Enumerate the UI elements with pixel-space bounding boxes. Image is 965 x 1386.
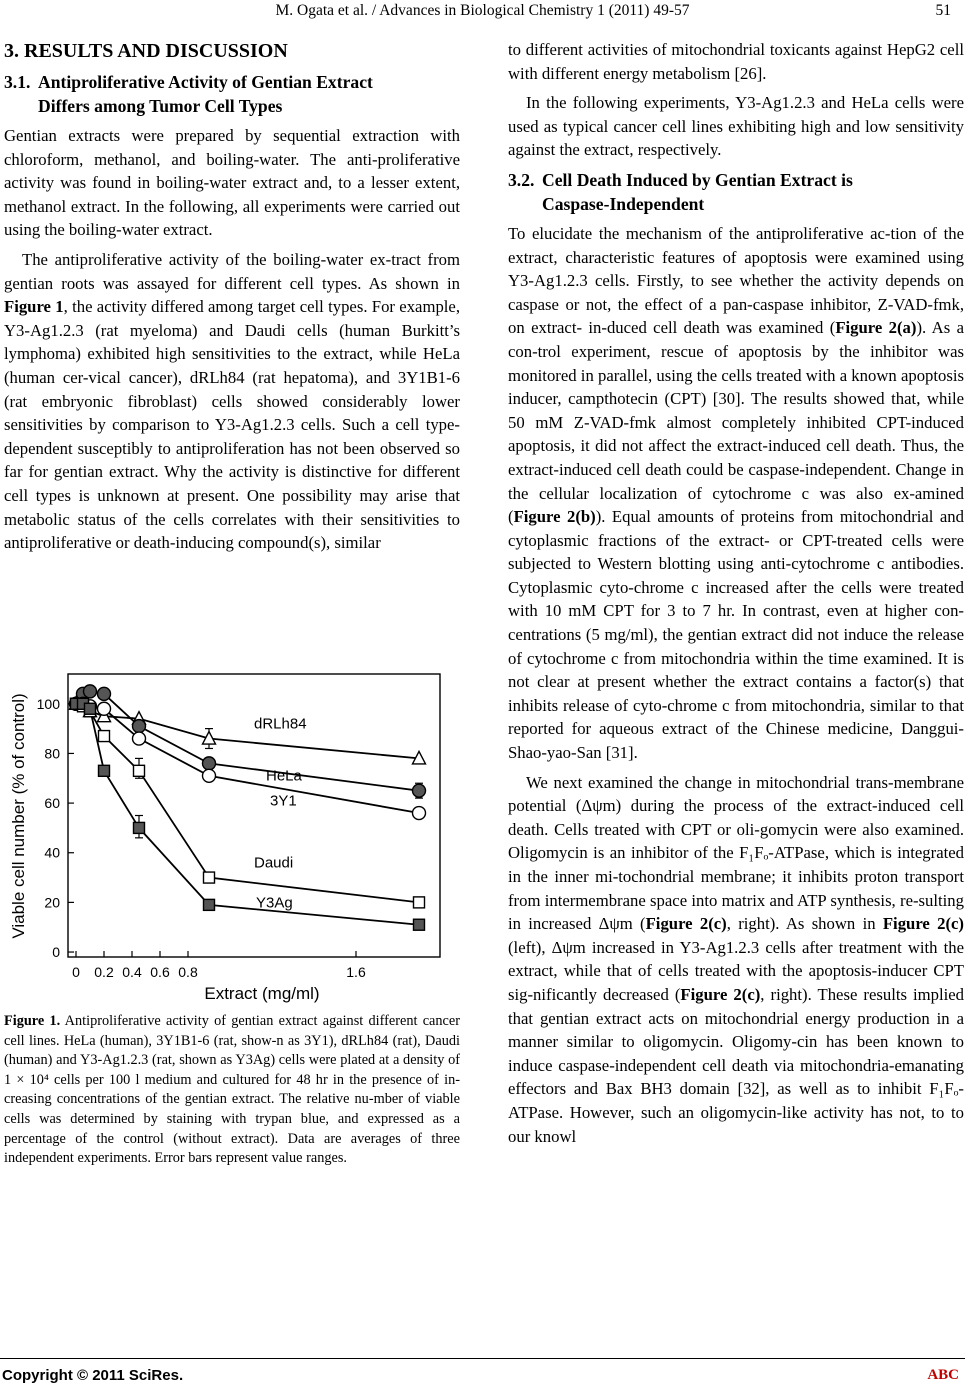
- subsection-title-line2: Differs among Tumor Cell Types: [38, 96, 283, 116]
- x-axis-label: Extract (mg/ml): [204, 984, 320, 1003]
- paragraph: [508, 771, 964, 1149]
- series-label-drlh84: dRLh84: [254, 715, 307, 733]
- figure-1-caption: [4, 1012, 460, 1169]
- running-title: M. Ogata et al. / Advances in Biological Chemistry 1 (2011) 49-57: [275, 2, 690, 19]
- series-line-hela: [76, 691, 419, 790]
- data-point-daudi: [204, 872, 215, 883]
- subsection-title-line1: Antiproliferative Activity of Gentian Extract: [38, 72, 373, 92]
- series-label-y3ag: Y3Ag: [256, 894, 293, 912]
- data-point-y3ag: [99, 765, 110, 776]
- data-point-hela: [84, 685, 97, 698]
- subsection-heading-3-1: [4, 70, 460, 118]
- x-tick-label: 0: [72, 964, 80, 980]
- x-tick-label: 1.6: [346, 964, 366, 980]
- figure-reference[interactable]: Figure 1: [4, 297, 64, 317]
- data-point-y3ag: [204, 899, 215, 910]
- text-run: , right). These results implied that gentian extract acts on mitochondrial energy production in a manner similar to oligomycin. Oligomy-cin has been known to induce caspase-independent cell death via mitochondria-emanating effectors and Bax BH3 domain [32], as well as to inhibit F₁Fₒ-ATPase. However, such an oligomycin-like activity has not, to to our knowl: [508, 984, 964, 1146]
- figure-reference[interactable]: Figure 2(c): [680, 984, 761, 1004]
- y-tick-label: 80: [44, 745, 60, 762]
- series-line-y3ag: [76, 704, 419, 925]
- subsection-heading-3-2: [508, 168, 964, 216]
- y-axis-label: Viable cell number (% of control): [9, 693, 28, 939]
- subsection-number: 3.1.: [4, 72, 31, 92]
- text-run: To elucidate the mechanism of the antiproliferative ac-tion of the extract, characteristic features of apoptosis were examined using Y3-Ag1.2.3 cells. Firstly, to see whether the activity depends on caspase or not, the effect of a pan-caspase inhibitor, Z-VAD-fmk, on extract- in-duced cell death was examined (: [508, 223, 964, 338]
- figure-1-chart: [4, 664, 460, 1004]
- right-column: [508, 38, 964, 1154]
- y-tick-label: 0: [52, 944, 60, 961]
- text-run: , right). As shown in: [726, 914, 883, 934]
- data-point-3y1: [203, 769, 216, 782]
- paragraph: In the following experiments, Y3-Ag1.2.3 and HeLa cells were used as typical cancer cell lines exhibiting high and low sensitivity against the extract, respectively.: [508, 93, 964, 160]
- data-point-y3ag: [134, 822, 145, 833]
- text-run: ). Equal amounts of proteins from mitochondrial and cytoplasmic fractions of the extract- or CPT-treated cells were subjected to Western blotting using anti-cytochrome c antibodies. Cytoplasmic cyto-chrome c increased after the cells were treated with 10 mM CPT for 3 to 7 hr. In contrast, even at higher con-centrations (5 mg/ml), the gentian extract did not induce the release of cytochrome c from mitochondria within the time examined. It is not clear at present whether the extract contains a factor(s) that inhibits release of cyto-chrome c from mitochondria, similar to that reported for aqueous extract of the Chinese medicine, Danggui-Shao-yao-San [31].: [508, 507, 964, 763]
- data-point-hela: [203, 757, 216, 770]
- x-tick-label: 0.4: [122, 964, 142, 980]
- x-tick-label: 0.2: [94, 964, 114, 980]
- paragraph: Gentian extracts were prepared by sequential extraction with chloroform, methanol, and boiling-water. The anti-proliferative activity was found in boiling-water extract and, to a lesser extent, methanol extract. In the following, all experiments were carried out using the boiling-water extract.: [4, 126, 460, 240]
- data-point-hela: [98, 687, 111, 700]
- subsection-number: 3.2.: [508, 169, 535, 190]
- y-tick-label: 40: [44, 844, 60, 861]
- copyright-notice: Copyright © 2011 SciRes.: [2, 1367, 184, 1384]
- figure-1: [4, 664, 460, 1004]
- figure-reference[interactable]: Figure 2(a): [835, 318, 917, 338]
- text-run: ). As a con-trol experiment, rescue of apoptosis by the inhibitor was monitored in parallel, using the cells treated with a known apoptosis inducer, campthotecin (CPT) [30]. The results showed that, while 50 mM Z-VAD-fmk almost completely inhibited CPT-induced apoptosis, it did not affect the extract-induced cell death. Thus, the extract-induced cell death could be caspase-independent. Change in the cellular localization of cytochrome c was also ex-amined (: [508, 318, 964, 527]
- caption-label: Figure 1.: [4, 1013, 61, 1029]
- subsection-title-line2: Caspase-Independent: [542, 193, 705, 214]
- figure-reference[interactable]: Figure 2(c): [882, 914, 964, 934]
- text-run: , the activity differed among target cell types. For example, Y3-Ag1.2.3 (rat myeloma) and Daudi cells (human Burkitt’s lymphoma) exhibited high sensitivities to the extract, while HeLa (human cer-vical cancer), dRLh84 (rat hepatoma), and 3Y1B1-6 (rat embryonic fibroblast) cells showed considerably lower sensitivities by comparison to Y3-Ag1.2.3 cells. Such a cell type-dependent susceptibly to antiproliferation has not been observed so far for gentian extract. Why the activity is distinctive for different cell types is unknown at present. One possibility may arise that metabolic status of the cells correlates with their sensitivities to antiproliferative or death-inducing compound(s), similar: [4, 297, 460, 553]
- paragraph: [508, 222, 964, 765]
- data-point-daudi: [414, 897, 425, 908]
- data-point-y3ag: [85, 703, 96, 714]
- page-footer: [0, 1358, 965, 1383]
- x-tick-label: 0.8: [178, 964, 198, 980]
- journal-abbreviation: ABC: [927, 1367, 959, 1383]
- series-line-drlh84: [76, 704, 419, 759]
- y-tick-label: 100: [36, 695, 60, 712]
- caption-text: Antiproliferative activity of gentian extract against different cancer cell lines. HeLa (human), 3Y1B1-6 (rat, show-n as 3Y1), dRLh84 (rat), Daudi (human) and Y3-Ag1.2.3 (rat, shown as Y3Ag) cells were plated at a density of 1 × 10⁴ cells per 100 l medium and cultured for 48 hr in the presence of in-creasing concentrations of the gentian extract. The relative nu-mber of viable cells was determined by staining with trypan blue, and expressed as a percentage of the control (without extract). Data are averages of three independent experiments. Error bars represent value ranges.: [4, 1013, 460, 1167]
- figure-reference[interactable]: Figure 2(b): [513, 507, 596, 527]
- series-label-hela: HeLa: [266, 767, 302, 785]
- y-tick-label: 20: [44, 894, 60, 911]
- left-column: [4, 38, 460, 561]
- data-point-3y1: [133, 732, 146, 745]
- data-point-hela: [133, 720, 146, 733]
- series-label-daudi: Daudi: [254, 854, 294, 872]
- x-tick-label: 0.6: [150, 964, 170, 980]
- page-number: 51: [935, 2, 951, 19]
- subsection-title-line1: Cell Death Induced by Gentian Extract is: [542, 169, 853, 190]
- data-point-y3ag: [414, 919, 425, 930]
- data-point-3y1: [98, 702, 111, 715]
- paragraph: to different activities of mitochondrial toxicants against HepG2 cell with different energy metabolism [26].: [508, 40, 964, 83]
- data-point-daudi: [134, 765, 145, 776]
- text-run: We next examined the change in mitochondrial trans-membrane potential (Δψm) during the process of the extract-induced cell death. Cells treated with CPT or oli-gomycin were also examined. Oligomycin is an inhibitor of the F₁Fₒ-ATPase, which is integrated in the inner mi-tochondrial membrane; it inhibits proton transport from intermembrane space into matrix and ATP synthesis, re-sulting in increased Δψm (: [508, 772, 964, 934]
- text-run: The antiproliferative activity of the boiling-water ex-tract from gentian roots was assayed for different cell types. As shown in: [4, 249, 460, 293]
- data-point-daudi: [99, 731, 110, 742]
- section-heading: 3. RESULTS AND DISCUSSION: [4, 40, 288, 62]
- data-point-3y1: [413, 807, 426, 820]
- data-point-hela: [413, 784, 426, 797]
- figure-reference[interactable]: Figure 2(c): [645, 914, 727, 934]
- text-run: (left), Δψm increased in Y3-Ag1.2.3 cells after treatment with the extract, while that of cells treated with the apoptosis-inducer CPT sig-nificantly decreased (: [508, 937, 964, 1004]
- y-tick-label: 60: [44, 795, 60, 812]
- paragraph: [4, 248, 460, 555]
- running-header: [0, 2, 965, 24]
- series-label-3y1: 3Y1: [270, 792, 297, 810]
